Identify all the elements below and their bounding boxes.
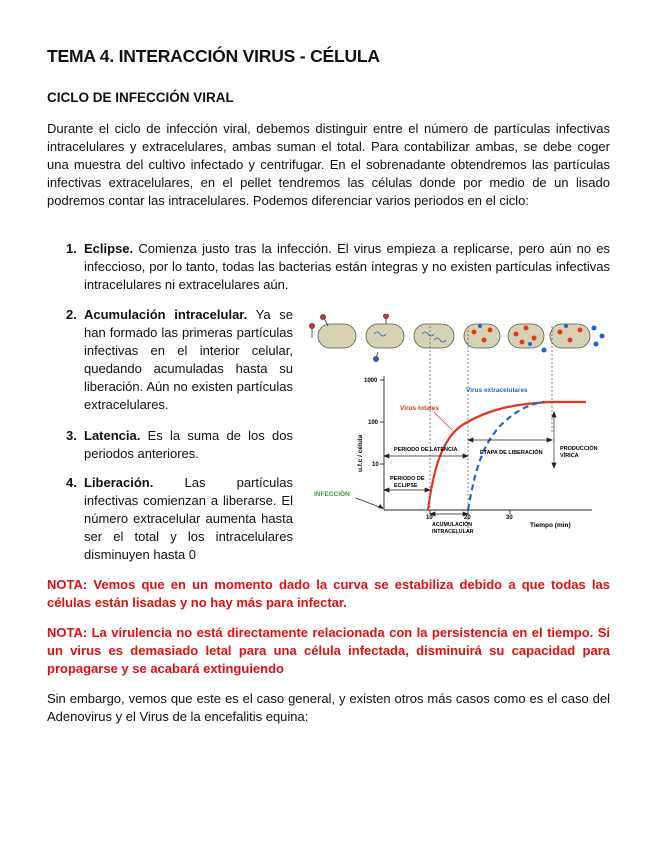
closing-paragraph: Sin embargo, vemos que este es el caso general, y existen otros más casos como es el caso del Adenovirus y el Virus de la encefalitis equina: [47,691,610,724]
x-tick-10: 10 [426,515,433,521]
label-total: Virus totales [400,405,439,412]
list-term: Eclipse. [84,241,134,256]
label-latencia: PERIODO DE LATENCIA [394,447,458,453]
x-tick-30: 30 [506,515,513,521]
note-stabilization: NOTA: Vemos que en un momento dado la curva se estabiliza debido a que todas las células están lisadas y no hay más para infectar. [47,577,610,610]
list-item-acumulacion [84,306,293,414]
list-item-liberacion [84,474,293,564]
list-number: 4. [66,475,77,490]
note-virulence: NOTA: La virulencia no está directamente relacionada con la persistencia en el tiempo. Si un virus es demasiado letal para una célula infectada, disminuirá su capacidad para propagarse y se acabará extinguiendo [47,625,610,676]
x-axis-label: Tiempo (min) [530,522,571,529]
section-heading: CICLO DE INFECCIÓN VIRAL [47,90,234,105]
label-acum-2: INTRACELULAR [432,529,474,535]
label-extra: Virus extracelulares [466,387,528,394]
cell-strip [310,314,605,362]
list-number: 3. [66,428,77,443]
list-text: Ya se han formado las primeras partículas infectivas en el interior celular, quedando acumuladas hasta su liberación. Aún no existen partículas extracelulares. [84,307,294,412]
label-eclipse-2: ECLIPSE [394,483,418,489]
list-term: Liberación. [84,475,154,490]
y-tick-1000: 1000 [364,378,378,384]
x-tick-20: 20 [464,515,471,521]
intro-paragraph: Durante el ciclo de infección viral, debemos distinguir entre el número de partículas infectivas intracelulares y extracelulares, ambas suman el total. Para contabilizar ambas, se debe coger una muestra del cultivo infectado y centrifugar. En el sobrenadante obtendremos las partículas infectivas extracelulares, en el pellet tendremos las células donde por medio de un lisado podremos contar las intracelulares. Podemos diferenciar varios periodos en el ciclo: [47,121,610,208]
y-axis-label: u.f.c / célula [357,434,364,472]
list-item-eclipse [84,240,610,294]
list-number: 2. [66,307,77,322]
page-title: TEMA 4. INTERACCIÓN VIRUS - CÉLULA [47,46,380,66]
label-produccion-1: PRODUCCIÓN [560,446,598,452]
label-eclipse-1: PERIODO DE [390,476,425,482]
label-acum-1: ACUMULACIÓN [432,522,473,528]
list-text: Comienza justo tras la infección. El virus empieza a replicarse, pero aún no es infeccioso, por lo tanto, todas las bacterias están íntegras y no existen partículas infectivas intracelulares ni extracelulares aún. [84,241,610,292]
extracellular-virus-curve [468,402,544,510]
y-tick-100: 100 [368,420,379,426]
label-produccion-2: VÍRICA [560,453,579,459]
infection-cycle-figure [304,314,616,546]
list-number: 1. [66,241,77,256]
label-liberacion: ETAPA DE LIBERACIÓN [480,450,543,456]
list-text: Las partículas infectivas comienzan a liberarse. El número extracelular aumenta hasta ser el total y los intracelulares disminuyen hasta 0 [84,475,293,562]
list-term: Latencia. [84,428,141,443]
list-text: Es la suma de los dos periodos anteriores. [84,428,293,461]
label-infeccion: INFECCIÓN [314,491,350,498]
list-term: Acumulación intracelular. [84,307,248,322]
list-item-latencia [84,427,293,463]
y-tick-10: 10 [372,462,379,468]
